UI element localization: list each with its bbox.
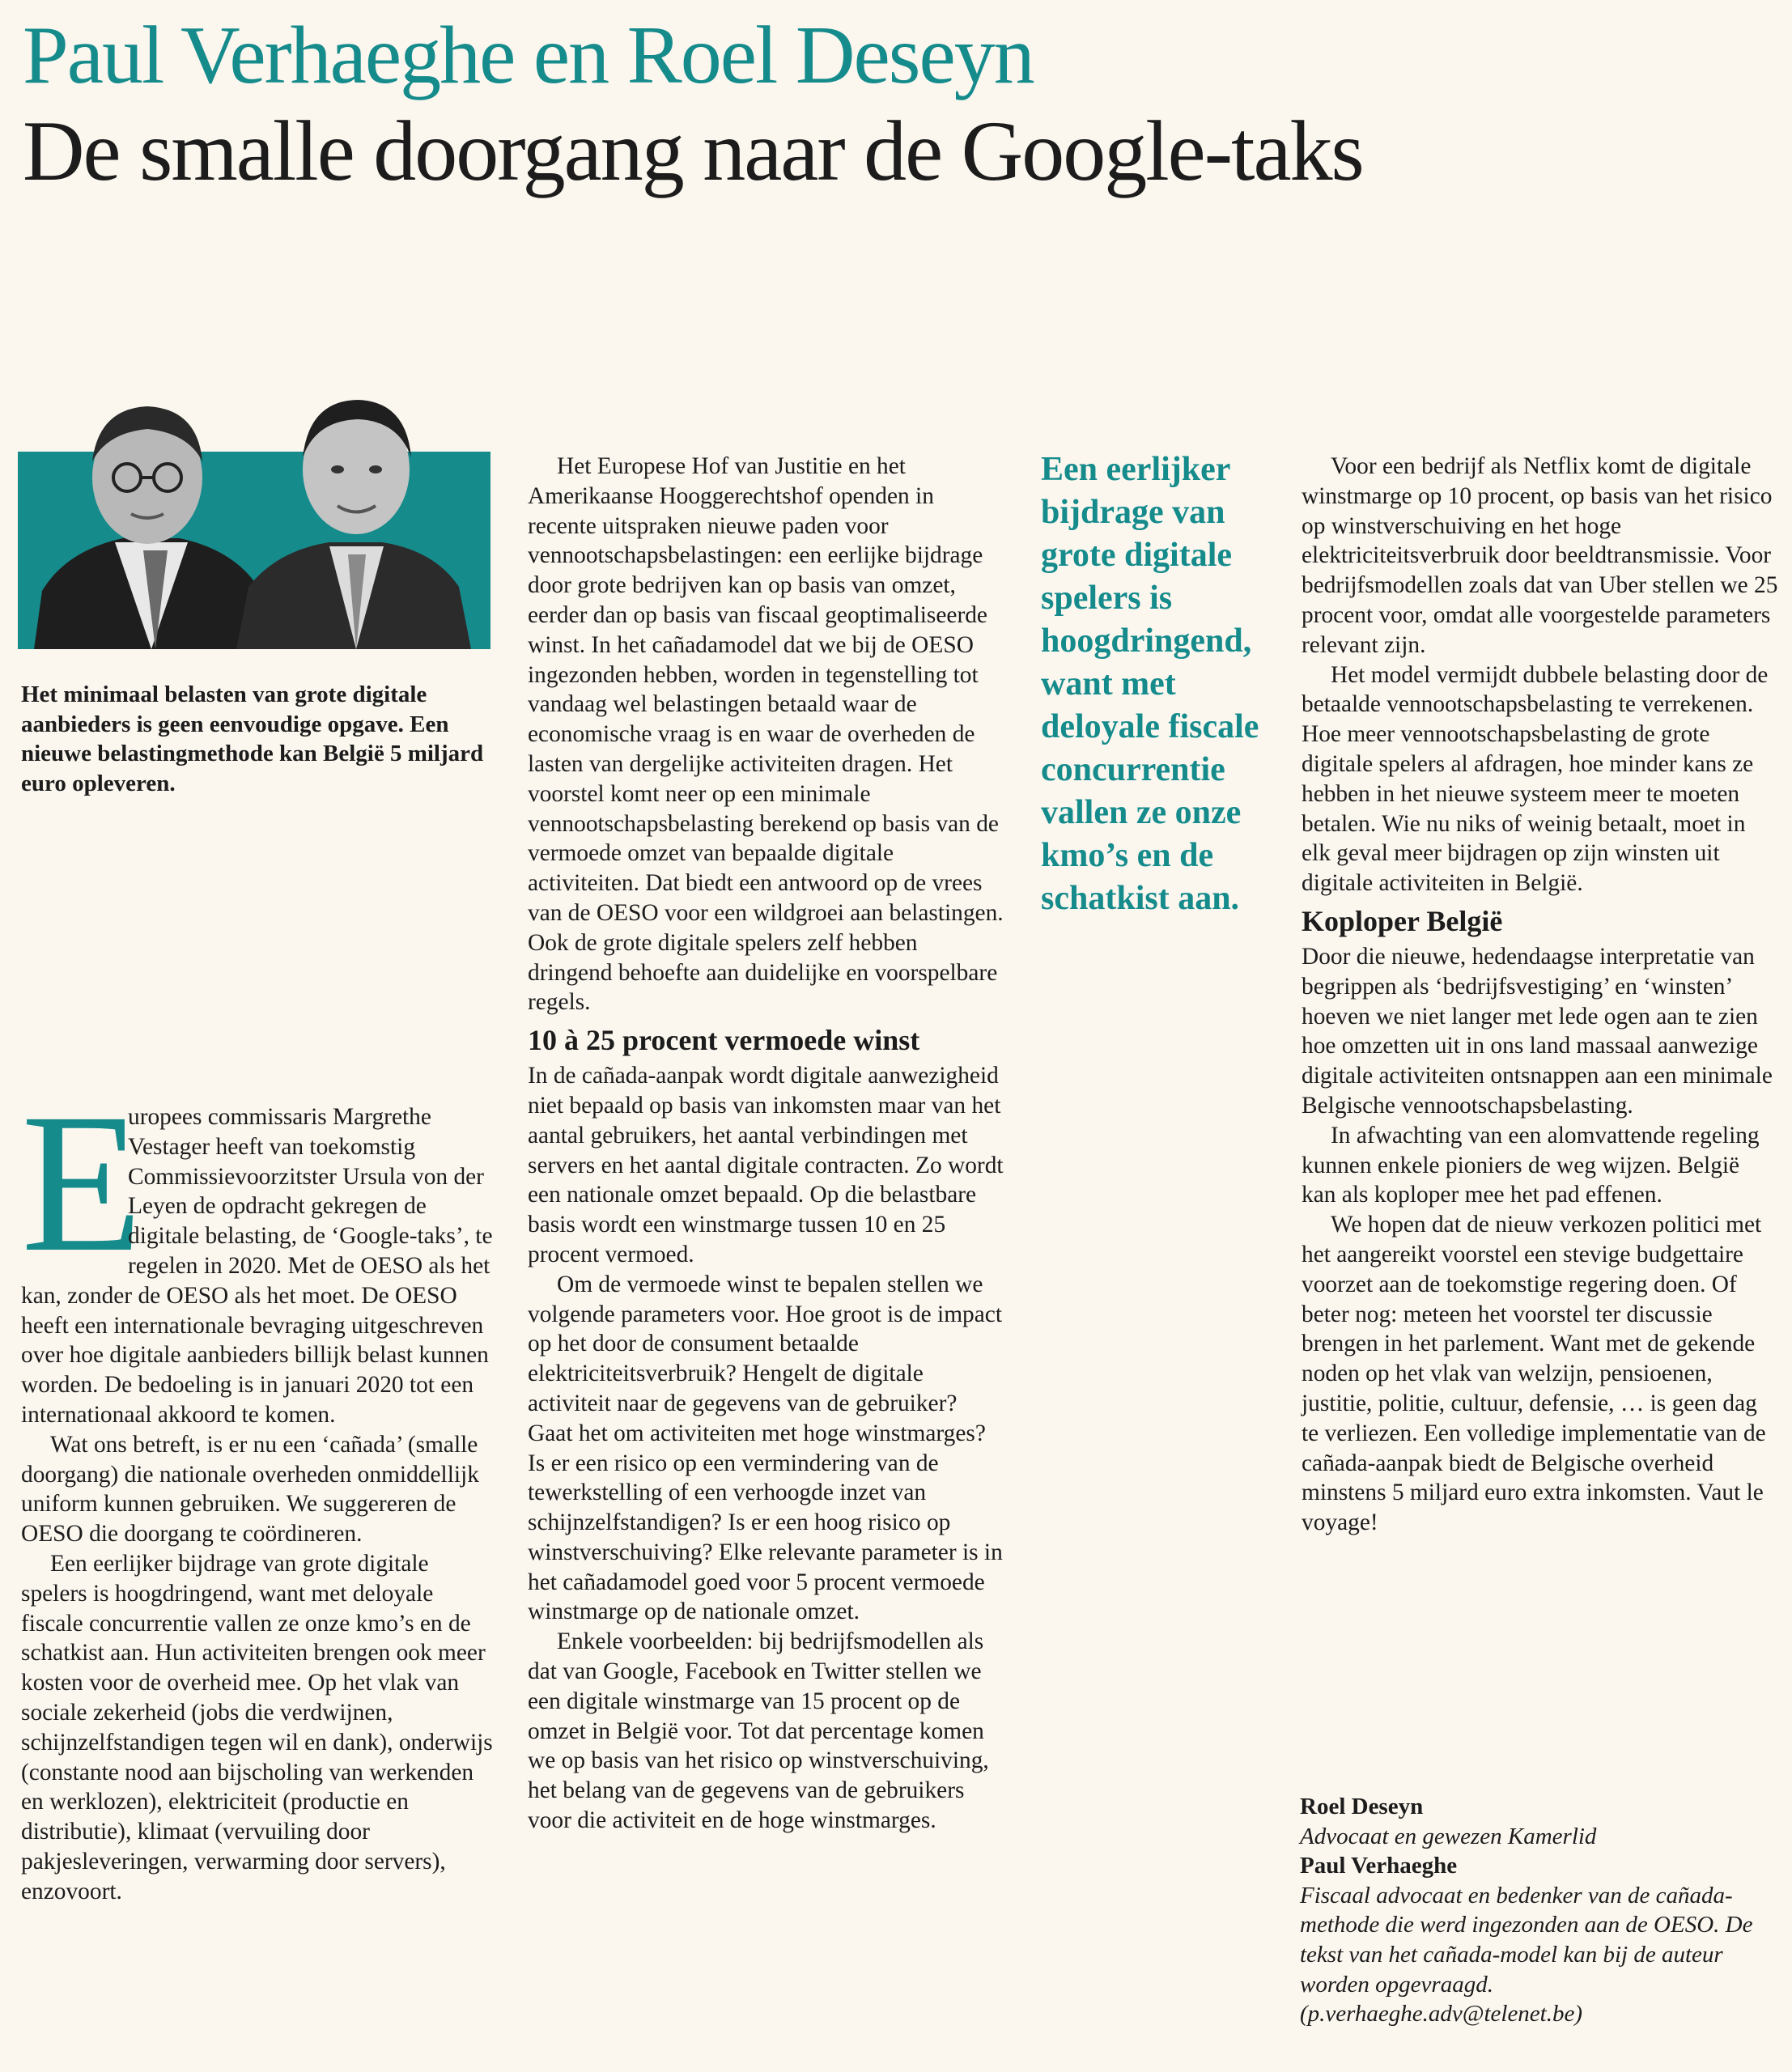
paragraph: Een eerlijker bijdrage van grote digitale spelers is hoogdringend, want met deloyale fiscale concurrentie vallen ze onze kmo’s en de schatkist aan. Hun activiteiten brengen ook meer kosten voor de overheid mee. Op het vlak van sociale zekerheid (jobs die verdwijnen, schijnzelfstandigen tegen wil en dank), onderwijs (constante nood aan bijscholing van werkenden en werklozen), elektriciteit (productie en distributie), klimaat (vervuiling door pakjesleveringen, verwarming door servers), enzovoort. <box>21 1550 493 1904</box>
author-name: Roel Deseyn <box>1300 1794 1424 1819</box>
paragraph: uropees commissaris Margrethe Vestager heeft van toekomstig Commissievoorzitster Ursula von der Leyen de opdracht gekregen de digitale belasting, de ‘Google-taks’, te regelen in 2020. Met de OESO als het kan, zonder de OESO als het moet. De OESO heeft een internationale bevraging uitgeschreven over hoe digitale aanbieders billijk belast kunnen worden. De bedoeling is in januari 2020 tot een internationaal akkoord te komen. <box>21 1104 493 1428</box>
pull-quote: Een eerlijker bijdrage van grote digitale spelers is hoogdringend, want met deloyale fiscale concurrentie vallen ze onze kmo’s en de schatkist aan. <box>1041 451 1259 917</box>
paragraph: Het Europese Hof van Justitie en het Amerikaanse Hooggerechtshof openden in recente uitspraken nieuwe paden voor vennootschapsbelastingen: een eerlijke bijdrage door grote bedrijven kan op basis van omzet, eerder dan op basis van fiscaal geoptimaliseerde winst. In het cañadamodel dat we bij de OESO ingezonden hebben, worden in tegenstelling tot vandaag wel belastingen betaald waar de economische vraag is en waar de overheden de lasten van dergelijke activiteiten dragen. Het voorstel komt neer op een minimale vennootschapsbelasting berekend op basis van de vermoede omzet van bepaalde digitale activiteiten. Dat biedt een antwoord op de vrees van de OESO voor een wildgroei aan belastingen. Ook de grote digitale spelers zelf hebben dringend behoefte aan duidelijke en voorspelbare regels. <box>528 453 1004 1016</box>
article-column-4 <box>1302 452 1779 1538</box>
paragraph: Door die nieuwe, hedendaagse interpretatie van begrippen als ‘bedrijfsvestiging’ en ‘winsten’ hoeven we niet langer met lede ogen aan te zien hoe omzetten uit in ons land massaal aanwezige digitale activiteiten ontsnappen aan een minimale Belgische vennootschapsbelasting. <box>1302 943 1773 1119</box>
author-name: Paul Verhaeghe <box>1300 1853 1458 1879</box>
paragraph: We hopen dat de nieuw verkozen politici met het aangereikt voorstel een stevige budgettaire voorzet aan de toekomstige regering doen. Of beter nog: meteen het voorstel ter discussie brengen in het parlement. Want met de gekende noden op het vlak van welzijn, pensioenen, justitie, politie, cultuur, defensie, … is geen dag te verliezen. Een volledige implementatie van de cañada-aanpak biedt de Belgische overheid minstens 5 miljard euro extra inkomsten. Vaut le voyage! <box>1302 1212 1766 1536</box>
author-role: Advocaat en gewezen Kamerlid <box>1300 1823 1597 1849</box>
paragraph: In afwachting van een alomvattende regeling kunnen enkele pioniers de weg wijzen. België kan als koploper mee het pad effenen. <box>1302 1122 1760 1208</box>
paragraph: In de cañada-aanpak wordt digitale aanwezigheid niet bepaald op basis van inkomsten maar van het aantal gebruikers, het aantal verbindingen met servers en het aantal digitale contracten. Zo wordt een nationale omzet bepaald. Op die belastbare basis wordt een winstmarge tussen 10 en 25 procent vermoed. <box>528 1063 1004 1267</box>
portrait-illustration <box>18 388 490 649</box>
paragraph: Enkele voorbeelden: bij bedrijfsmodellen als dat van Google, Facebook en Twitter stellen we een digitale winstmarge van 15 procent op de omzet in België voor. Tot dat percentage komen we op basis van het risico op winstverschuiving, het belang van de gegevens van de gebruikers voor die activiteit en de hoge winstmarges. <box>528 1628 989 1834</box>
article-column-1 <box>21 1073 494 1907</box>
page-title: De smalle doorgang naar de Google-taks <box>23 104 1363 198</box>
author-portraits <box>18 388 490 649</box>
portrait-right <box>236 400 471 649</box>
paragraph: Het model vermijdt dubbele belasting door de betaalde vennootschapsbelasting te verrekenen. Hoe meer vennootschapsbelasting de grote digitale spelers al afdragen, hoe minder kans ze hebben in het nieuwe systeem meer te moeten betalen. Wie nu niks of weinig betaalt, moet in elk geval meer bijdragen op zijn winsten uit digitale activiteiten in België. <box>1302 661 1769 897</box>
subheading: Koploper België <box>1302 904 1503 937</box>
authors-headline: Paul Verhaeghe en Roel Deseyn <box>23 10 1034 101</box>
author-role: Fiscaal advocaat en bedenker van de cañada-methode die werd ingezonden aan de OESO. De tekst van het cañada-model kan bij de auteur worden opgevraagd. (p.verhaeghe.adv@telenet.be) <box>1300 1882 1753 2027</box>
lead-paragraph: Het minimaal belasten van grote digitale aanbieders is geen eenvoudige opgave. Een nieuwe belastingmethode kan België 5 miljard euro opleveren. <box>21 681 484 796</box>
paragraph: Voor een bedrijf als Netflix komt de digitale winstmarge op 10 procent, op basis van het risico op winstverschuiving en het hoge elektriciteitsverbruik door beeldtransmissie. Voor bedrijfsmodellen zoals dat van Uber stellen we 25 procent voor, omdat alle voorgestelde parameters relevant zijn. <box>1302 453 1778 658</box>
article-column-2 <box>528 452 1004 1836</box>
author-signature <box>1300 1792 1777 2029</box>
drop-cap: E <box>21 1073 143 1293</box>
subheading: 10 à 25 procent vermoede winst <box>528 1024 920 1057</box>
paragraph: Wat ons betreft, is er nu een ‘cañada’ (smalle doorgang) die nationale overheden onmiddellijk uniform kunnen gebruiken. We suggereren de OESO die doorgang te coördineren. <box>21 1431 479 1548</box>
paragraph: Om de vermoede winst te bepalen stellen we volgende parameters voor. Hoe groot is de impact op het door de consument betaalde elektriciteitsverbruik? Hengelt de digitale activiteit naar de gegevens van de gebruiker? Gaat het om activiteiten met hoge winstmarges? Is er een risico op een vermindering van de tewerkstelling of een verhoogde inzet van schijnzelfstandigen? Is er een hoog risico op winstverschuiving? Elke relevante parameter is in het cañadamodel goed voor 5 procent vermoede winstmarge op de nationale omzet. <box>528 1271 1003 1625</box>
portrait-left <box>34 406 277 649</box>
